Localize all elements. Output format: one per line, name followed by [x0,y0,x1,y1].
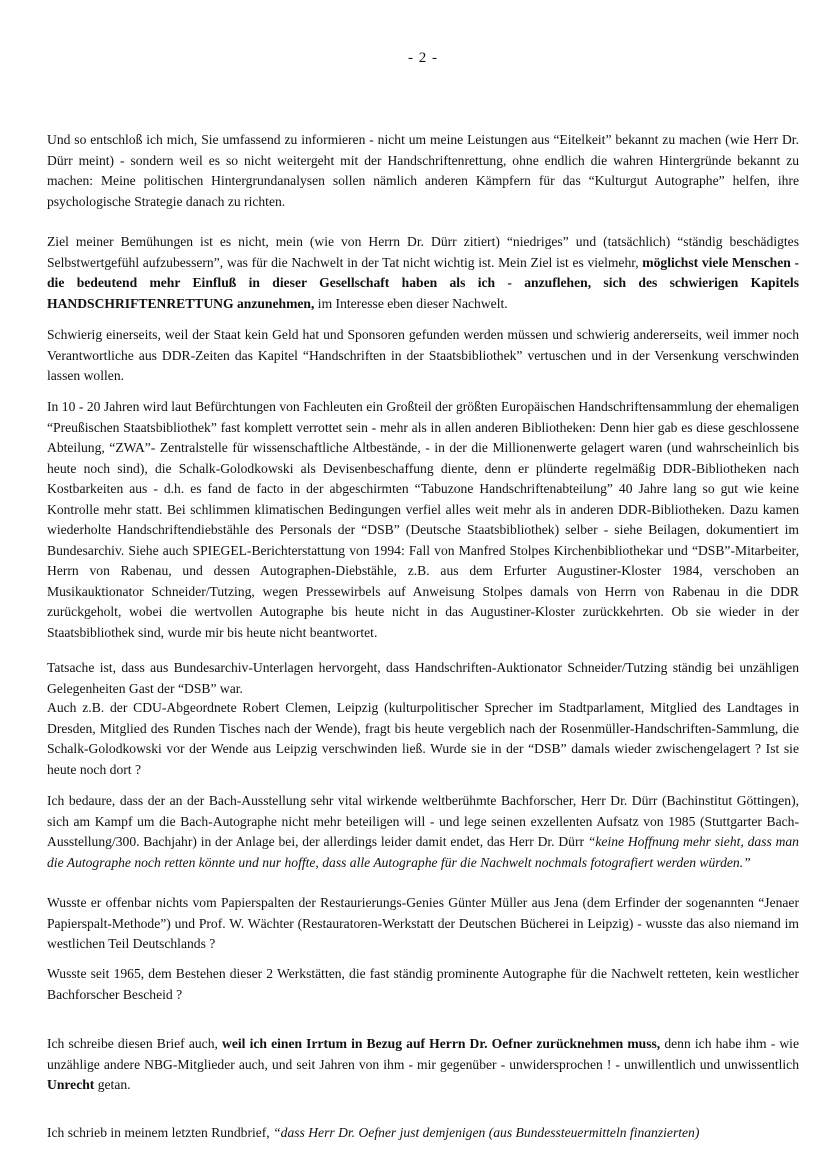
paragraph-11 [47,1123,799,1144]
paragraph-7-quote: “keine Hoffnung mehr sieht, dass man die Autographe noch retten könnte und nur hoffte, dass alle Autographe für die Nachwelt nochmals fotografiert werden würden.” [47,834,799,870]
paragraph-3-text: Schwierig einerseits, weil der Staat kein Geld hat und Sponsoren gefunden werden müssen und schwierig andererseits, weil immer noch Verantwortliche aus DDR-Zeiten das Kapitel “Handschriften in der Staatsbibliothek” vertuschen und in der Versenkung verschwinden lassen wollen. [47,327,799,383]
paragraph-5 [47,658,799,699]
page-number: - 2 - [408,50,438,66]
paragraph-11-quote: “dass Herr Dr. Oefner just demjenigen (aus Bundessteuermitteln finanzierten) [273,1125,700,1140]
paragraph-2 [47,232,799,314]
paragraph-9 [47,964,799,1005]
paragraph-4 [47,397,799,643]
paragraph-8 [47,893,799,955]
paragraph-6 [47,698,799,780]
paragraph-10-bold: weil ich einen Irrtum in Bezug auf Herrn Dr. Oefner zurücknehmen muss, [222,1036,661,1051]
paragraph-2-bold: möglichst viele Menschen - die bedeutend mehr Einfluß in dieser Gesellschaft haben als ich - anzuflehen, sich des schwierigen Kapitels HANDSCHRIFTENRETTUNG anzunehmen, [47,254,799,311]
paragraph-10-text-a: Ich schreibe diesen Brief auch, [47,1036,223,1051]
paragraph-5-text: Tatsache ist, dass aus Bundesarchiv-Unterlagen hervorgeht, dass Handschriften-Auktionator Schneider/Tutzing ständig bei unzähligen Gelegenheiten Gast der “DSB” war. [47,660,799,696]
paragraph-1-text: Und so entschloß ich mich, Sie umfassend zu informieren - nicht um meine Leistungen aus “Eitelkeit” bekannt zu machen (wie Herr Dr. Dürr meint) - sondern weil es so nicht weitergeht mit der Handschriftenrettung, ohne endlich die wahren Hintergründe bekannt zu machen: Meine politischen Hintergrundanalysen sollen nämlich anderen Kämpfern für das “Kulturgut Autographe” helfen, ihre psychologische Strategie danach zu richten. [47,132,799,209]
paragraph-10-text-b: denn ich habe ihm - wie unzählige andere NBG-Mitglieder auch, und seit Jahren von ihm - mir gegenüber - unwidersprochen ! - unwillentlich und unwissentlich [47,1036,799,1072]
paragraph-3 [47,325,799,387]
paragraph-10 [47,1034,799,1096]
paragraph-2-text-a: Ziel meiner Bemühungen ist es nicht, mein (wie von Herrn Dr. Dürr zitiert) “niedriges” und (tatsächlich) “ständig beschädigtes Selbstwertgefühl aufzubessern”, was für die Nachwelt in der Tat nicht wichtig ist. Mein Ziel ist es vielmehr, [47,234,799,270]
paragraph-4-text: In 10 - 20 Jahren wird laut Befürchtungen von Fachleuten ein Großteil der größten Europäischen Handschriftensammlung der ehemaligen “Preußischen Staatsbibliothek” fast komplett verrottet sein - mehr als in allen anderen Bibliotheken: Denn hier gab es diese geschlossene Abteilung, “ZWA”- Zentralstelle für wissenschaftliche Altbestände, - in der die Millionenwerte gelagert waren (und wahrscheinlich bis heute noch sind), die Schalk-Golodkowski als Devisenbeschaffung diente, denn er plünderte regelmäßig DDR-Bibliotheken nach Kostbarkeiten aus - d.h. es fand de facto in der abgeschirmten “Tabuzone Handschriftenabteilung” 40 Jahre lang so gut wie keine Kontrolle mehr statt. Bei schlimmen klimatischen Bedingungen verfiel alles weit mehr als in anderen DDR-Bibliotheken. Dazu kamen wiederholte Handschriftendiebstähle des Personals der “DSB” (Deutsche Staatsbibliothek) selber - siehe Beilagen, dokumentiert im Bundesarchiv. Siehe auch SPIEGEL-Berichterstattung von 1994: Fall von Manfred Stolpes Kirchenbibliothekar und “DSB”-Mitarbeiter, Herrn von Rabenau, und dessen Autographen-Diebstähle, z.B. aus dem Erfurter Augustiner-Kloster 1984, verschoben an Musikauktionator Schneider/Tutzing, wegen Pressewirbels auf Anweisung Stolpes damals von Herrn von Rabenau in die DDR zurückgeholt, wobei die wertvollen Autographe bis heute nicht in das Augustiner-Kloster zurückkehrten. Ob sie wieder in der Staatsbibliothek sind, wurde mir bis heute nicht beantwortet. [47,399,799,640]
paragraph-11-text: Ich schrieb in meinem letzten Rundbrief, [47,1125,274,1140]
paragraph-8-text: Wusste er offenbar nichts vom Papierspalten der Restaurierungs-Genies Günter Müller aus Jena (dem Erfinder der sogenannten “Jenaer Papierspalt-Methode”) und Prof. W. Wächter (Restauratoren-Werkstatt der Deutschen Bücherei in Leipzig) - wusste das also niemand im westlichen Teil Deutschlands ? [47,895,799,951]
paragraph-1 [47,130,799,212]
paragraph-9-text: Wusste seit 1965, dem Bestehen dieser 2 Werkstätten, die fast ständig prominente Autographe für die Nachwelt retteten, kein westlicher Bachforscher Bescheid ? [47,966,799,1002]
paragraph-2-text-b: im Interesse eben dieser Nachwelt. [314,295,508,311]
paragraph-7-text: Ich bedaure, dass der an der Bach-Ausstellung sehr vital wirkende weltberühmte Bachforscher, Herr Dr. Dürr (Bachinstitut Göttingen), sich am Kampf um die Bach-Autographe nicht mehr beteiligen will - und lege seinen exzellenten Aufsatz von 1985 (Stuttgarter Bach-Ausstellung/300. Bachjahr) in der Anlage bei, der allerdings leider damit endet, das Herr Dr. Dürr [47,793,799,849]
paragraph-7 [47,791,799,873]
paragraph-10-bold-2: Unrecht [47,1077,95,1092]
paragraph-6-text: Auch z.B. der CDU-Abgeordnete Robert Clemen, Leipzig (kulturpolitischer Sprecher im Stadtparlament, Mitglied des Landtages in Dresden, Mitglied des Runden Tisches nach der Wende), fragt bis heute vergeblich nach der Rosenmüller-Handschriften-Sammlung, die Schalk-Golodkowski vor der Wende aus Leipzig verschwinden ließ. Wurde sie in der “DSB” damals wieder zwischengelagert ? Ist sie heute noch dort ? [47,700,799,777]
paragraph-10-text-c: getan. [94,1077,131,1092]
